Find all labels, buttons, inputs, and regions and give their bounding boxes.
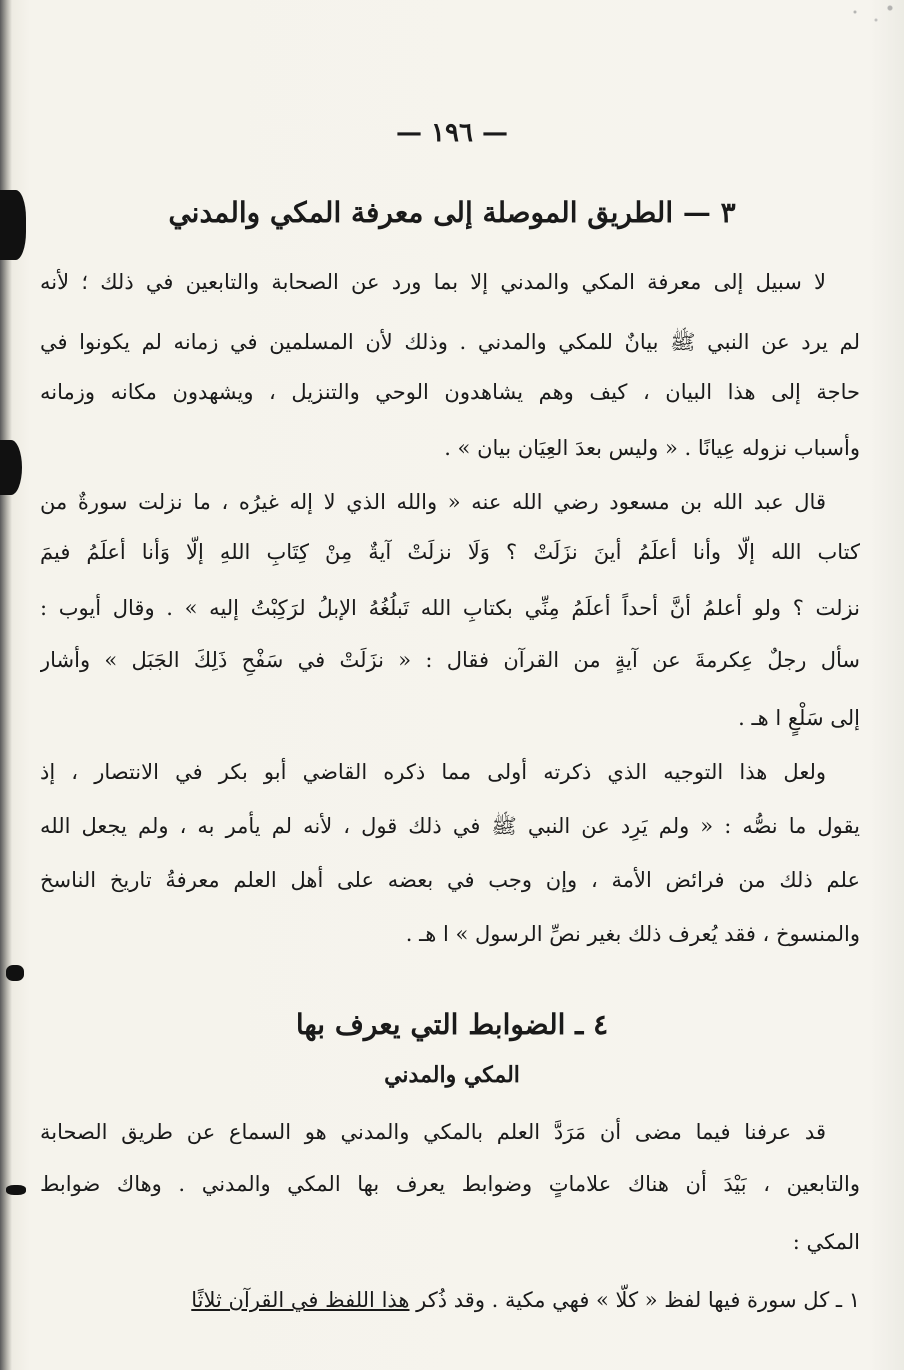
- list-item-1-underlined-text: هذا اللفظ في القرآن ثلاثًا: [191, 1288, 410, 1312]
- list-item-1-text: ١ ـ كل سورة فيها لفظ « كلّا » فهي مكية . وقد ذُكر: [409, 1288, 860, 1312]
- text-line: قد عرفنا فيما مضى أن مَرَدَّ العلم بالمكي والمدني هو السماع عن طريق الصحابة: [40, 1120, 826, 1144]
- ink-blot: [6, 965, 24, 981]
- list-item-1: [40, 1280, 860, 1324]
- scan-noise: [834, 0, 904, 40]
- section-3-heading: ٣ — الطريق الموصلة إلى معرفة المكي والمدني: [168, 196, 736, 229]
- text-line: علم ذلك من فرائض الأمة ، وإن وجب في بعضه على أهل العلم معرفةُ تاريخ الناسخ: [40, 868, 860, 892]
- text-line: نزلت ؟ ولو أعلمُ أنَّ أحداً أعلَمُ مِنِّي بكتابِ الله تَبلُغُهُ الإبلُ لرَكِبْتُ إليه » . وقال أيوب :: [40, 596, 860, 620]
- section-4-subheading: المكي والمدني: [384, 1062, 520, 1088]
- text-line: ولعل هذا التوجيه الذي ذكرته أولى مما ذكره القاضي أبو بكر في الانتصار ، إذ: [40, 760, 826, 784]
- text-line: كتاب الله إلّا وأنا أعلَمُ أينَ نزَلَتْ ؟ وَلَا نزلَتْ آيةٌ مِنْ كِتَابِ اللهِ إلّا وَأنا أعلَمُ فيمَ: [40, 540, 860, 564]
- ink-blot: [6, 1185, 26, 1195]
- text-line: سأل رجلٌ عِكرمةَ عن آيةٍ من القرآن فقال : « نزَلَتْ في سَفْحِ ذَلِكَ الجَبَل » وأشار: [40, 648, 860, 672]
- text-line: حاجة إلى هذا البيان ، كيف وهم يشاهدون الوحي والتنزيل ، ويشهدون مكانه وزمانه: [40, 380, 860, 404]
- ink-blot: [0, 440, 22, 495]
- text-line: والمنسوخ ، فقد يُعرف ذلك بغير نصِّ الرسول » ا هـ .: [405, 922, 860, 946]
- text-line: وأسباب نزوله عِيانًا . « وليس بعدَ العِيَان بيان » .: [444, 436, 860, 460]
- text-line: يقول ما نصُّه : « ولم يَرِد عن النبي ﷺ في ذلك قول ، لأنه لم يأمر به ، ولم يجعل الله: [40, 814, 860, 838]
- ink-blot: [0, 190, 26, 260]
- page-number: — ١٩٦ —: [395, 118, 509, 148]
- section-4-heading: ٤ ـ الضوابط التي يعرف بها: [295, 1008, 609, 1041]
- text-line: لم يرد عن النبي ﷺ بيانٌ للمكي والمدني . وذلك لأن المسلمين في زمانه لم يكونوا في: [40, 330, 860, 354]
- text-line: لا سبيل إلى معرفة المكي والمدني إلا بما ورد عن الصحابة والتابعين في ذلك ؛ لأنه: [40, 270, 826, 294]
- text-line: إلى سَلْعٍ ا هـ .: [738, 706, 860, 730]
- text-line: قال عبد الله بن مسعود رضي الله عنه « والله الذي لا إله غيرُه ، ما نزلت سورةٌ من: [40, 490, 826, 514]
- text-line: المكي :: [792, 1230, 860, 1254]
- text-line: والتابعين ، بَيْدَ أن هناك علاماتٍ وضوابط يعرف بها المكي والمدني . وهاك ضوابط: [40, 1172, 860, 1196]
